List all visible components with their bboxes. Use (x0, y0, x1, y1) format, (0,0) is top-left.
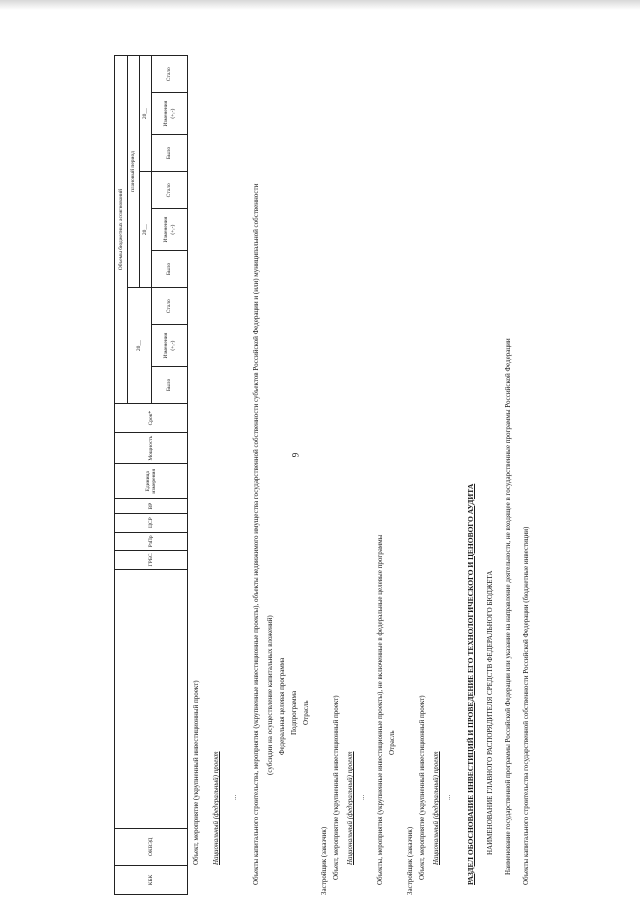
header-grbs: ГРБС (115, 551, 188, 570)
body-line: НАИМЕНОВАНИЕ ГЛАВНОГО РАСПОРЯДИТЕЛЯ СРЕДСТВ ФЕДЕРАЛЬНОГО БЮДЖЕТА (486, 570, 494, 855)
scan-edge (0, 0, 640, 10)
sub-change: Изменения (+,-) (152, 325, 188, 366)
body-line: Национальный (федеральный) проект (432, 751, 440, 865)
sub-was: Было (152, 134, 188, 171)
sub-change: Изменения (+,-) (152, 93, 188, 134)
rotated-page-content (114, 55, 640, 895)
header-planning: плановый период (128, 56, 140, 288)
header-unit: Единица измерения (115, 464, 188, 499)
page-number: 9 (290, 452, 301, 458)
body-line: Объект, мероприятие (укрупненный инвестиционный проект) (418, 695, 426, 880)
sub-became: Стало (152, 288, 188, 325)
sub-was: Было (152, 366, 188, 403)
budget-table (114, 55, 188, 895)
sub-became: Стало (152, 56, 188, 93)
sub-became: Стало (152, 172, 188, 209)
header-year-1: 20__ (128, 288, 152, 404)
body-line: Отрасль (302, 700, 310, 725)
body-line: Застройщик (заказчик) (320, 826, 328, 895)
body-line: Объекты капитального строительства, мероприятия (укрупненные инвестиционные проекты), объекты недвижимого имущества государственной собственности субъектов Российской Федерации и (или) муниципальной собственности (252, 183, 260, 885)
sub-was: Было (152, 250, 188, 287)
document-body (192, 55, 534, 895)
header-term: Срок* (115, 404, 188, 433)
header-funding: Объемы бюджетных ассигнований (115, 56, 128, 404)
body-line: Подпрограмма (290, 690, 298, 735)
body-line: Федеральная целевая программа (278, 657, 286, 755)
body-line: Застройщик (заказчик) (406, 826, 414, 895)
header-okved: ОКВЭД (115, 828, 188, 865)
body-line: Объект, мероприятие (укрупненный инвестиционный проект) (332, 695, 340, 880)
header-name (115, 569, 188, 828)
header-kbk: КБК (115, 866, 188, 895)
header-csr: ЦСР (115, 513, 188, 532)
header-capacity: Мощность (115, 433, 188, 464)
body-line: (субсидии на осуществление капитальных вложений) (266, 615, 274, 775)
body-line: Отрасль (388, 730, 396, 755)
body-line: Национальный (федеральный) проект (212, 751, 220, 865)
header-rzpr: РзПр (115, 532, 188, 551)
header-year-3: 20__ (140, 56, 152, 172)
header-vr: ВР (115, 499, 188, 514)
body-line: Объект, мероприятие (укрупненный инвестиционный проект) (192, 680, 200, 865)
sub-change: Изменения (+,-) (152, 209, 188, 250)
body-line: ... (230, 794, 238, 800)
body-line: ... (444, 794, 452, 800)
header-year-2: 20__ (140, 172, 152, 288)
section-heading: РАЗДЕЛ ОБОСНОВАНИЕ ИНВЕСТИЦИЙ И ПРОВЕДЕНИЕ ЕГО ТЕХНОЛОГИЧЕСКОГО И ЦЕНОВОГО АУДИТА (466, 483, 475, 885)
body-line: Объекты капитального строительства государственной собственности Российской Федерации (бюджетные инвестиции) (522, 526, 530, 885)
body-line: Наименование государственной программы Российской Федерации или указание на направление деятельности, не входящее в государственные программы Российской Федерации (504, 338, 512, 875)
body-line: Объекты, мероприятия (укрупненные инвестиционные проекты), не включенные в федеральные целевые программы (376, 534, 384, 885)
body-line: Национальный (федеральный) проект (346, 751, 354, 865)
body-line: ... (358, 794, 366, 800)
